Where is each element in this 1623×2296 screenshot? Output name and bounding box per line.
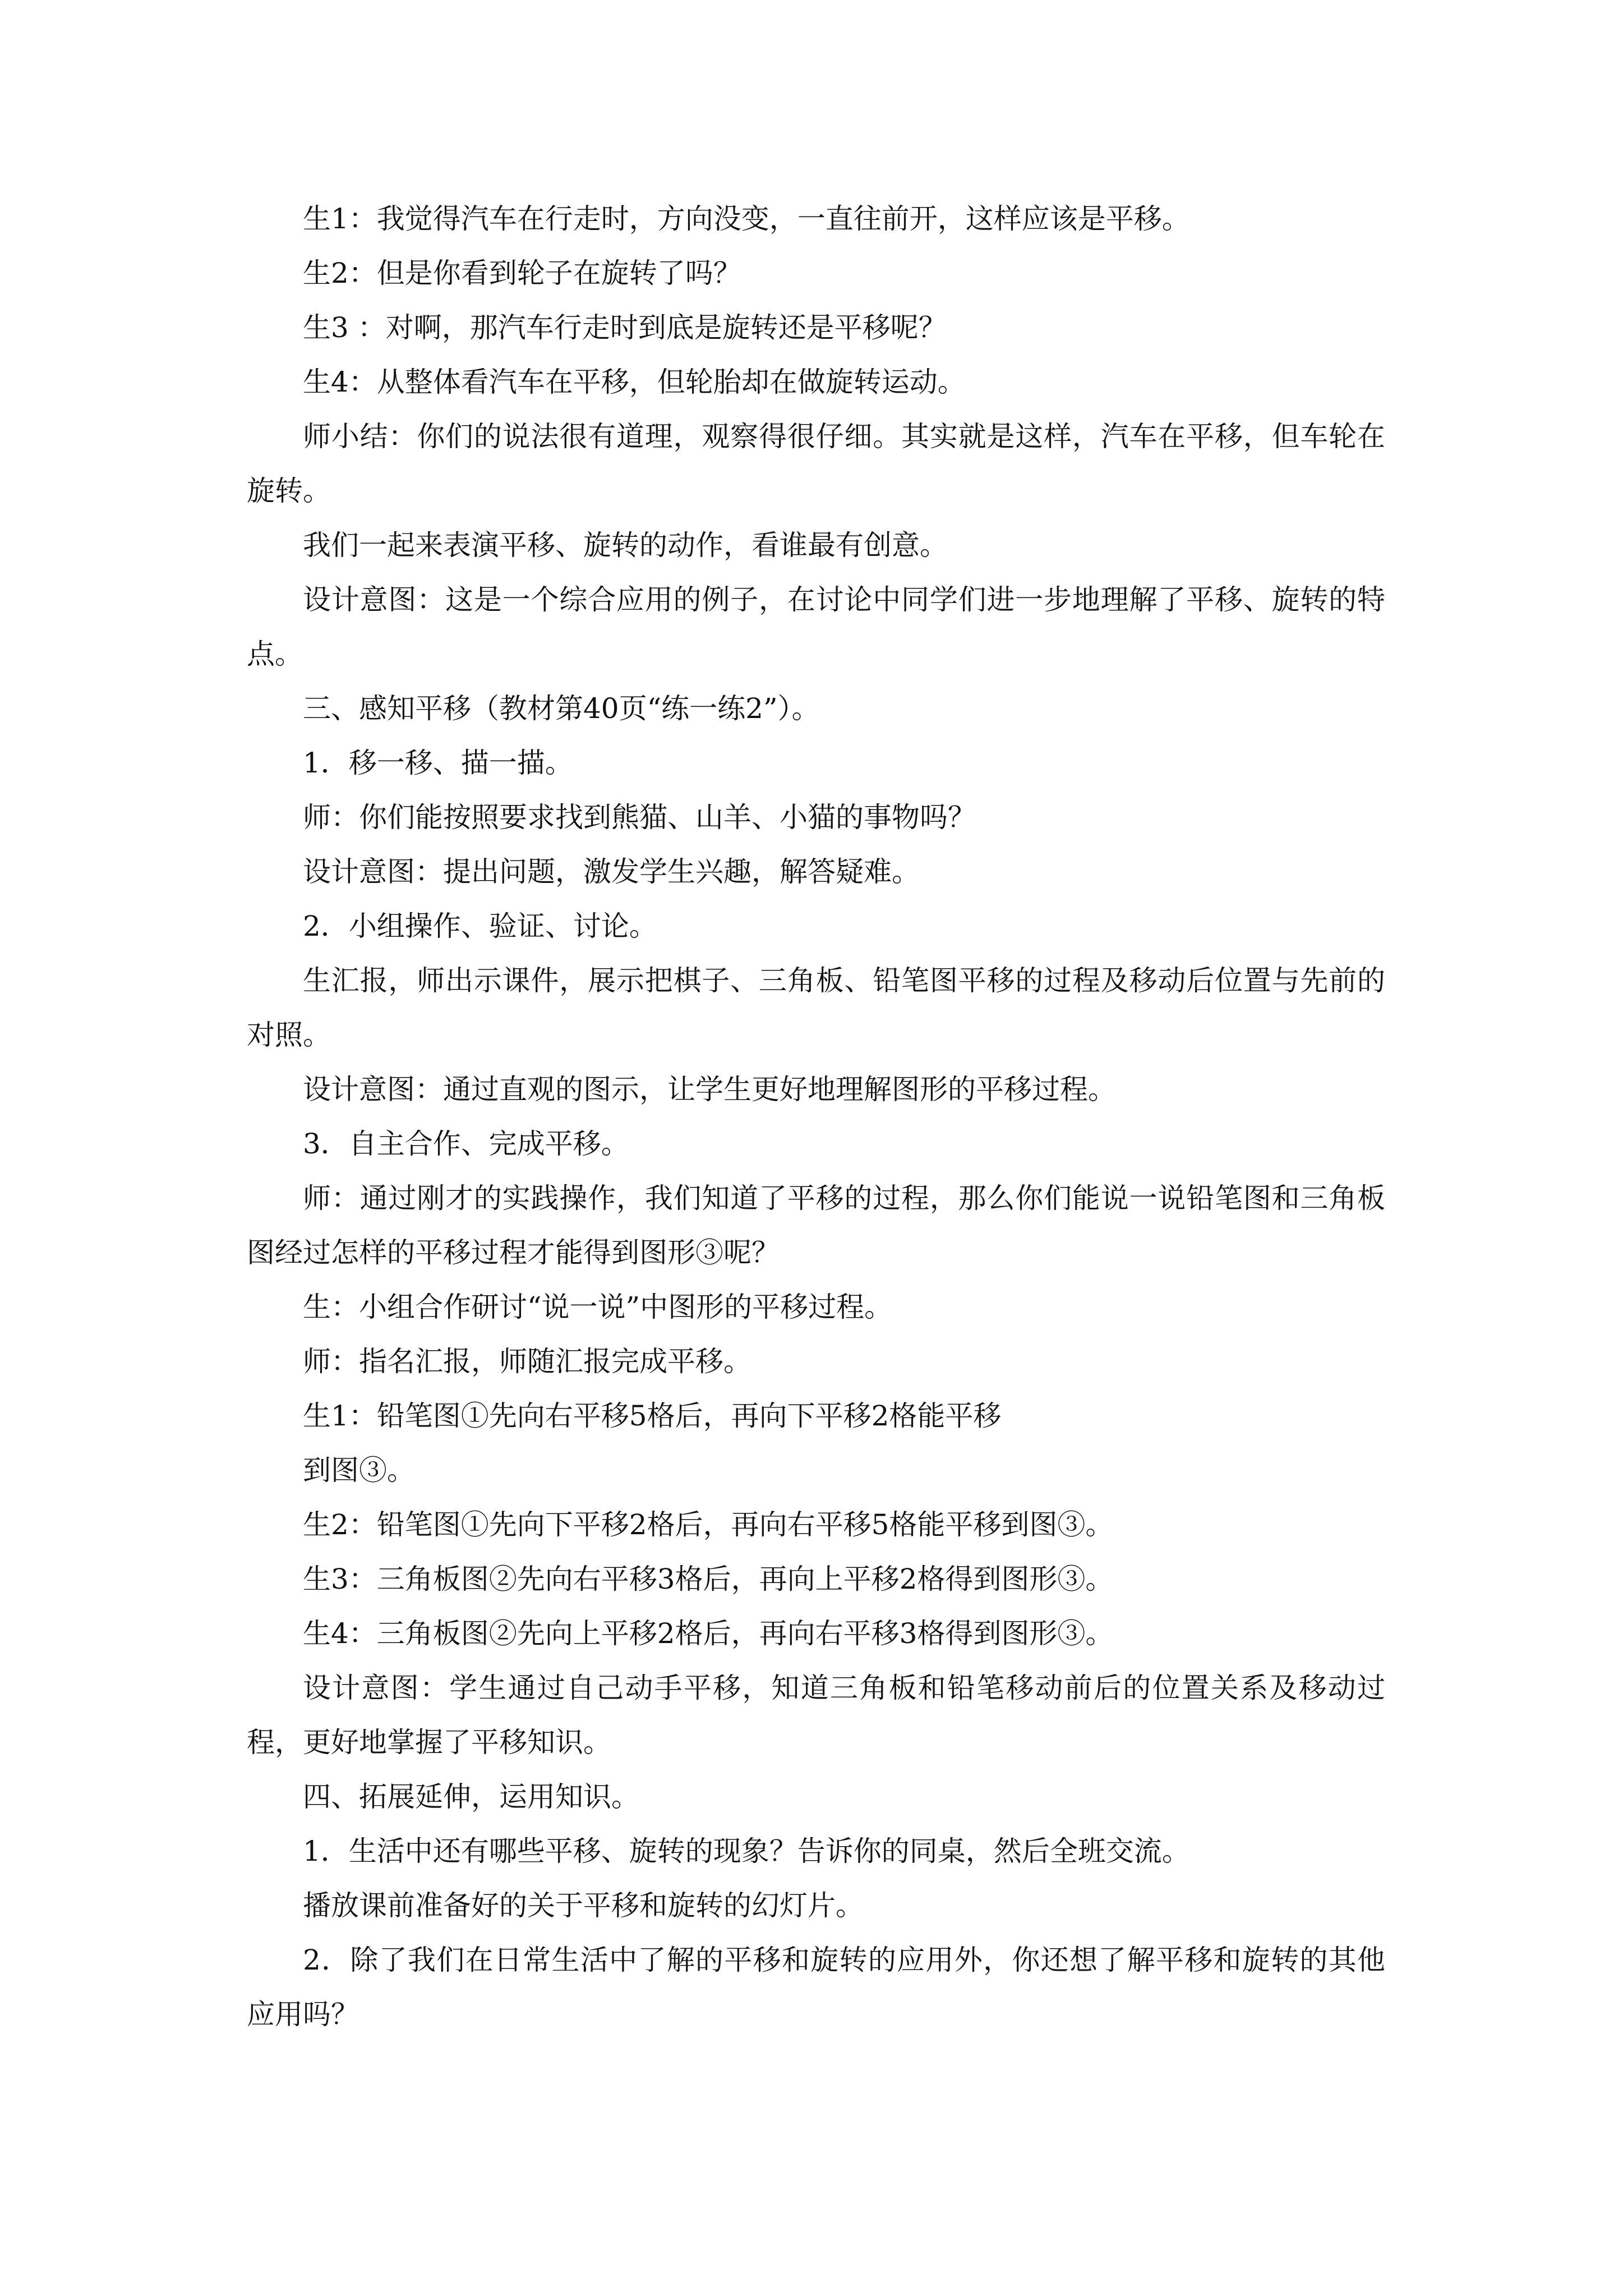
paragraph: 设计意图：通过直观的图示，让学生更好地理解图形的平移过程。 [303, 1073, 1116, 1106]
paragraph: 1．生活中还有哪些平移、旋转的现象？告诉你的同桌，然后全班交流。 [303, 1835, 1190, 1867]
paragraph: 设计意图：提出问题，激发学生兴趣，解答疑难。 [303, 855, 920, 888]
paragraph: 生1：铅笔图①先向右平移5格后，再向下平移2格能平移 [303, 1400, 1002, 1432]
paragraph: 生汇报，师出示课件，展示把棋子、三角板、铅笔图平移的过程及移动后位置与先前的对照。 [247, 964, 1385, 1051]
paragraph: 设计意图：学生通过自己动手平移，知道三角板和铅笔移动前后的位置关系及移动过程，更好地掌握了平移知识。 [247, 1672, 1385, 1759]
paragraph: 生3 ：对啊，那汽车行走时到底是旋转还是平移呢？ [303, 311, 947, 344]
paragraph: 2．小组操作、验证、讨论。 [303, 910, 657, 942]
paragraph: 1．移一移、描一描。 [303, 747, 573, 779]
paragraph: 生：小组合作研讨“说一说”中图形的平移过程。 [303, 1291, 893, 1323]
paragraph: 播放课前准备好的关于平移和旋转的幻灯片。 [303, 1889, 864, 1922]
paragraph: 生2：铅笔图①先向下平移2格后，再向右平移5格能平移到图③。 [303, 1508, 1114, 1541]
paragraph: 生1：我觉得汽车在行走时，方向没变，一直往前开，这样应该是平移。 [303, 203, 1190, 235]
section-heading: 四、拓展延伸，运用知识。 [303, 1780, 639, 1813]
paragraph: 师：通过刚才的实践操作，我们知道了平移的过程，那么你们能说一说铅笔图和三角板图经过怎样的平移过程才能得到图形③呢？ [247, 1182, 1385, 1269]
document-body [247, 192, 1385, 2042]
paragraph: 到图③。 [303, 1454, 415, 1487]
paragraph: 我们一起来表演平移、旋转的动作，看谁最有创意。 [303, 529, 948, 562]
paragraph: 生3：三角板图②先向右平移3格后，再向上平移2格得到图形③。 [303, 1563, 1114, 1595]
paragraph: 生2：但是你看到轮子在旋转了吗？ [303, 257, 741, 289]
paragraph: 生4：从整体看汽车在平移，但轮胎却在做旋转运动。 [303, 366, 966, 398]
paragraph: 设计意图：这是一个综合应用的例子，在讨论中同学们进一步地理解了平移、旋转的特点。 [247, 583, 1385, 670]
paragraph: 2．除了我们在日常生活中了解的平移和旋转的应用外，你还想了解平移和旋转的其他应用吗？ [247, 1944, 1385, 2031]
paragraph: 师：指名汇报，师随汇报完成平移。 [303, 1345, 751, 1378]
paragraph: 师：你们能按照要求找到熊猫、山羊、小猫的事物吗？ [303, 801, 976, 834]
paragraph: 师小结：你们的说法很有道理，观察得很仔细。其实就是这样，汽车在平移，但车轮在旋转。 [247, 420, 1385, 507]
section-heading: 三、感知平移（教材第40页“练一练2”）。 [303, 692, 820, 725]
paragraph: 3．自主合作、完成平移。 [303, 1128, 629, 1160]
paragraph: 生4：三角板图②先向上平移2格后，再向右平移3格得到图形③。 [303, 1617, 1114, 1650]
